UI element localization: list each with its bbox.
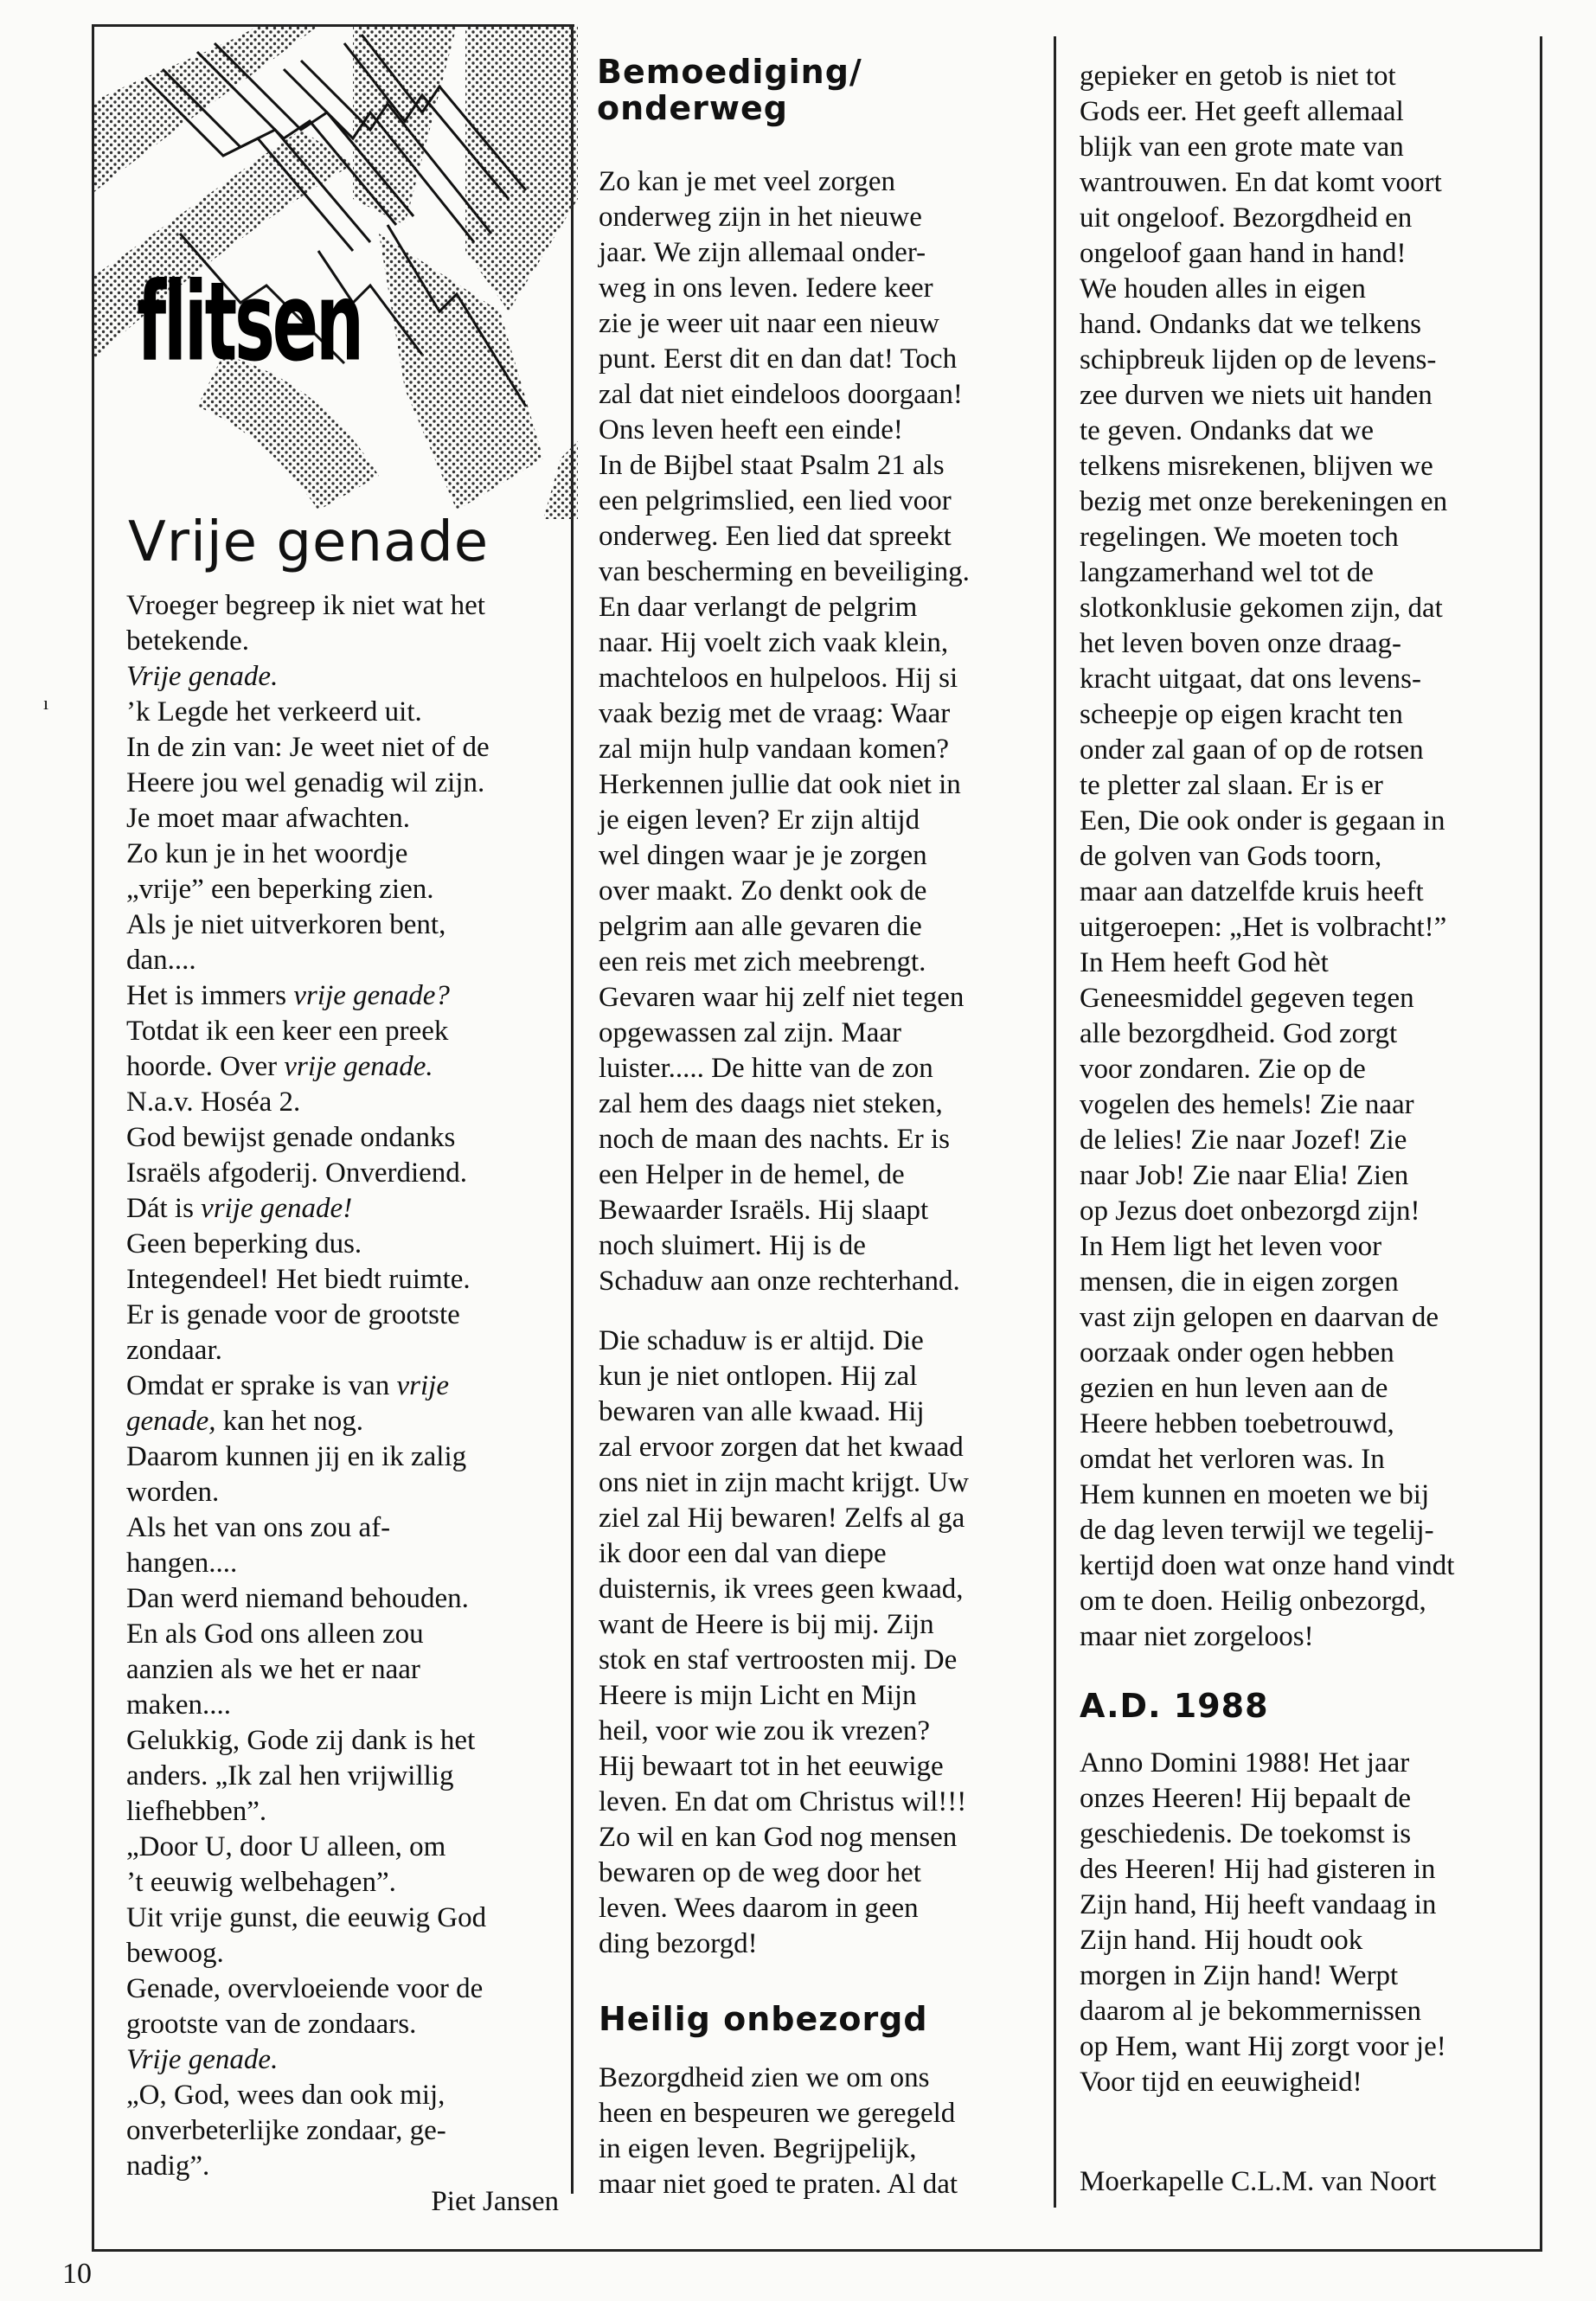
text-line: des Heeren! Hij had gisteren in xyxy=(1080,1854,1436,1885)
roman-text: Genade, overvloeiende voor de xyxy=(126,1973,484,2004)
text-line: de dag leven terwijl we tegelij- xyxy=(1080,1515,1434,1546)
left-line xyxy=(126,801,559,836)
roman-text: N.a.v. Hoséa 2. xyxy=(126,1086,301,1118)
text-line: Zo wil en kan God nog mensen xyxy=(599,1822,958,1853)
title-line-2: onderweg xyxy=(597,89,788,127)
roman-text: In de zin van: Je weet niet of de xyxy=(126,732,490,763)
text-line: wantrouwen. En dat komt voort xyxy=(1080,167,1442,198)
text-line: bewaren op de weg door het xyxy=(599,1857,921,1888)
text-line: maar niet zorgeloos! xyxy=(1080,1621,1314,1652)
text-line: leven. Wees daarom in geen xyxy=(599,1893,919,1924)
text-line: Zo kan je met veel zorgen xyxy=(599,166,896,197)
text-line: zal dat niet eindeloos doorgaan! xyxy=(599,379,963,410)
text-line: Gods eer. Het geeft allemaal xyxy=(1080,96,1404,127)
roman-text: Uit vrije gunst, die eeuwig God xyxy=(126,1902,487,1933)
left-line xyxy=(126,1156,559,1191)
roman-text: nadig”. xyxy=(126,2150,210,2182)
right-column-paragraph-1 xyxy=(1080,59,1529,1655)
roman-text: Het is immers xyxy=(126,980,294,1011)
text-line: uitgeroepen: „Het is volbracht!” xyxy=(1080,912,1447,943)
text-line: stok en staf vertroosten mij. De xyxy=(599,1644,958,1676)
text-line: noch sluimert. Hij is de xyxy=(599,1230,866,1261)
text-line: op Hem, want Hij zorgt voor je! xyxy=(1080,2031,1446,2062)
roman-text: onverbeterlijke zondaar, ge- xyxy=(126,2115,446,2146)
left-line xyxy=(126,907,559,943)
text-line: regelingen. We moeten toch xyxy=(1080,522,1399,553)
left-line xyxy=(126,1546,559,1581)
left-line xyxy=(126,1830,559,1865)
roman-text: hoorde. Over xyxy=(126,1051,285,1082)
text-line: maar niet goed te praten. Al dat xyxy=(599,2169,958,2200)
text-line: leven. En dat om Christus wil!!! xyxy=(599,1786,967,1817)
text-line: een pelgrimslied, een lied voor xyxy=(599,485,952,516)
roman-text: anders. „Ik zal hen vrijwillig xyxy=(126,1760,454,1791)
roman-text: betekende. xyxy=(126,625,250,657)
roman-text: grootste van de zondaars. xyxy=(126,2009,417,2040)
article-title-vrije-genade: Vrije genade xyxy=(128,510,490,574)
roman-text: Vroeger begreep ik niet wat het xyxy=(126,590,485,621)
text-line: Anno Domini 1988! Het jaar xyxy=(1080,1747,1410,1779)
roman-text: Geen beperking dus. xyxy=(126,1228,362,1259)
text-line: telkens misrekenen, blijven we xyxy=(1080,451,1433,482)
page-right-rule xyxy=(1540,36,1542,2251)
text-line: langzamerhand wel tot de xyxy=(1080,557,1374,588)
text-line: ziel zal Hij bewaren! Zelfs al ga xyxy=(599,1503,965,1534)
left-line xyxy=(126,588,559,624)
left-line xyxy=(126,1191,559,1227)
text-line: gepieker en getob is niet tot xyxy=(1080,61,1396,92)
text-line: de golven van Gods toorn, xyxy=(1080,841,1382,872)
text-line: machteloos en hulpeloos. Hij si xyxy=(599,663,958,694)
left-line xyxy=(126,872,559,907)
text-line: naar. Hij voelt zich vaak klein, xyxy=(599,627,949,658)
text-line: luister..... De hitte van de zon xyxy=(599,1053,933,1084)
text-line: kracht uitgaat, dat ons levens- xyxy=(1080,663,1421,695)
left-line xyxy=(126,1227,559,1262)
roman-text: Dát is xyxy=(126,1193,202,1224)
left-line xyxy=(126,1759,559,1794)
text-line: vaak bezig met de vraag: Waar xyxy=(599,698,951,729)
text-line: duisternis, ik vrees geen kwaad, xyxy=(599,1574,964,1605)
text-line: Schaduw aan onze rechterhand. xyxy=(599,1266,960,1297)
left-line xyxy=(126,1900,559,1936)
text-line: morgen in Zijn hand! Werpt xyxy=(1080,1960,1399,1991)
text-line: schipbreuk lijden op de levens- xyxy=(1080,344,1437,375)
signature-van-noort xyxy=(1080,2164,1529,2200)
text-line: zee durven we niets uit handen xyxy=(1080,380,1433,411)
left-line xyxy=(126,1936,559,1971)
title-line-1: Bemoediging/ xyxy=(597,53,862,91)
text-line: Ons leven heeft een einde! xyxy=(599,414,903,445)
text-line: je eigen leven? Er zijn altijd xyxy=(599,804,920,836)
left-line xyxy=(126,1014,559,1049)
roman-text: Als je niet uitverkoren bent, xyxy=(126,909,446,940)
right-column-paragraph-2 xyxy=(1080,1746,1529,2100)
page-number: 10 xyxy=(62,2258,92,2290)
text-line: noch de maan des nachts. Er is xyxy=(599,1124,950,1155)
left-line xyxy=(126,1049,559,1085)
text-line: kun je niet ontlopen. Hij zal xyxy=(599,1361,918,1392)
text-line: Gevaren waar hij zelf niet tegen xyxy=(599,982,965,1013)
left-column-text xyxy=(126,588,559,2220)
text-line: om te doen. Heilig onbezorgd, xyxy=(1080,1586,1426,1617)
text-line: Geneesmiddel gegeven tegen xyxy=(1080,983,1414,1014)
text-line: onderweg. Een lied dat spreekt xyxy=(599,521,952,552)
left-line xyxy=(126,1475,559,1510)
text-line: naar Job! Zie naar Elia! Zien xyxy=(1080,1160,1409,1191)
italic-text: vrije genade. xyxy=(284,1051,433,1082)
text-line: jaar. We zijn allemaal onder- xyxy=(599,237,926,268)
text-line: In de Bijbel staat Psalm 21 als xyxy=(599,450,945,481)
left-line xyxy=(126,1404,559,1439)
text-line: kertijd doen wat onze hand vindt xyxy=(1080,1550,1455,1581)
roman-text: Integendeel! Het biedt ruimte. xyxy=(126,1264,471,1295)
text-line: scheepje op eigen kracht ten xyxy=(1080,699,1403,730)
text-line: over maakt. Zo denkt ook de xyxy=(599,875,927,907)
text-line: bezig met onze berekeningen en xyxy=(1080,486,1448,517)
text-line: alle bezorgdheid. God zorgt xyxy=(1080,1018,1398,1049)
left-line xyxy=(126,2042,559,2078)
text-line: Zijn hand. Hij houdt ook xyxy=(1080,1925,1363,1956)
middle-column-paragraph-3 xyxy=(599,2061,1040,2202)
italic-text: vrije genade? xyxy=(293,980,450,1011)
roman-text: Omdat er sprake is van xyxy=(126,1370,397,1401)
left-line xyxy=(126,836,559,872)
left-line xyxy=(126,1865,559,1900)
text-line: ongeloof gaan hand in hand! xyxy=(1080,238,1407,269)
signature-piet-jansen: Piet Jansen xyxy=(431,2186,559,2217)
text-line: daarom al je bekommernissen xyxy=(1080,1996,1421,2027)
left-line xyxy=(126,1971,559,2007)
left-line xyxy=(126,2113,559,2149)
text-line: ons niet in zijn macht krijgt. Uw xyxy=(599,1467,970,1498)
left-line xyxy=(126,1368,559,1404)
text-line: Een, Die ook onder is gegaan in xyxy=(1080,805,1445,836)
roman-text: maken.... xyxy=(126,1689,231,1721)
roman-text: Gelukkig, Gode zij dank is het xyxy=(126,1725,476,1756)
text-line: Voor tijd en eeuwigheid! xyxy=(1080,2067,1362,2098)
roman-text: hangen.... xyxy=(126,1548,238,1579)
roman-text: En als God ons alleen zou xyxy=(126,1618,424,1650)
left-line xyxy=(126,1085,559,1120)
text-line: oorzaak onder ogen hebben xyxy=(1080,1337,1394,1368)
text-line: heen en bespeuren we geregeld xyxy=(599,2098,956,2129)
text-line: te pletter zal slaan. Er is er xyxy=(1080,770,1383,801)
text-line: hand. Ondanks dat we telkens xyxy=(1080,309,1421,340)
text-line: van bescherming en beveiliging. xyxy=(599,556,970,587)
roman-text: Totdat ik een keer een preek xyxy=(126,1016,449,1047)
text-line: voor zondaren. Zie op de xyxy=(1080,1054,1366,1085)
text-line: onzes Heeren! Hij bepaalt de xyxy=(1080,1783,1411,1814)
signature-text: Moerkapelle C.L.M. van Noort xyxy=(1080,2166,1437,2197)
text-line: te geven. Ondanks dat we xyxy=(1080,415,1374,446)
roman-text: „vrije” een beperking zien. xyxy=(126,874,434,905)
text-line: heil, voor wie zou ik vrezen? xyxy=(599,1715,931,1747)
roman-text: worden. xyxy=(126,1477,220,1508)
italic-text: Vrije genade. xyxy=(126,661,279,692)
roman-text: God bewijst genade ondanks xyxy=(126,1122,456,1153)
text-line: geschiedenis. De toekomst is xyxy=(1080,1818,1412,1849)
left-line xyxy=(126,2149,559,2184)
roman-text: ’t eeuwig welbehagen”. xyxy=(126,1867,396,1898)
article-title-bemoediging xyxy=(597,54,862,126)
middle-column-right-rule xyxy=(1054,36,1056,2208)
text-line: mensen, die in eigen zorgen xyxy=(1080,1266,1399,1298)
text-line: Zijn hand, Hij heeft vandaag in xyxy=(1080,1889,1437,1920)
roman-text: „Door U, door U alleen, om xyxy=(126,1831,446,1862)
roman-text: zondaar. xyxy=(126,1335,222,1366)
left-line xyxy=(126,2078,559,2113)
left-line xyxy=(126,695,559,730)
roman-text: bewoog. xyxy=(126,1938,224,1969)
text-line: omdat het verloren was. In xyxy=(1080,1444,1385,1475)
left-line xyxy=(126,624,559,659)
text-line: de lelies! Zie naar Jozef! Zie xyxy=(1080,1125,1407,1156)
text-line: uit ongeloof. Bezorgdheid en xyxy=(1080,202,1413,234)
text-line: wel dingen waar je je zorgen xyxy=(599,840,927,871)
left-line xyxy=(126,766,559,801)
left-line xyxy=(126,1120,559,1156)
text-line: Die schaduw is er altijd. Die xyxy=(599,1325,924,1356)
roman-text: Je moet maar afwachten. xyxy=(126,803,411,834)
left-line xyxy=(126,1652,559,1688)
text-line: bewaren van alle kwaad. Hij xyxy=(599,1396,925,1427)
roman-text: kan het nog. xyxy=(215,1406,364,1437)
heading-ad-1988: A.D. 1988 xyxy=(1080,1687,1269,1725)
text-line: onderweg zijn in het nieuwe xyxy=(599,202,922,233)
text-line: Hij bewaart tot in het eeuwige xyxy=(599,1751,944,1782)
text-line: In Hem heeft God hèt xyxy=(1080,947,1329,978)
roman-text: Dan werd niemand behouden. xyxy=(126,1583,469,1614)
text-line: pelgrim aan alle gevaren die xyxy=(599,911,922,942)
text-line: zal ervoor zorgen dat het kwaad xyxy=(599,1432,964,1463)
left-line xyxy=(126,943,559,978)
text-line: vast zijn gelopen en daarvan de xyxy=(1080,1302,1439,1333)
text-line: maar aan datzelfde kruis heeft xyxy=(1080,876,1424,907)
left-line xyxy=(126,1617,559,1652)
italic-text: Vrije genade. xyxy=(126,2044,279,2075)
roman-text: Zo kun je in het woordje xyxy=(126,838,408,869)
text-line: In Hem ligt het leven voor xyxy=(1080,1231,1382,1262)
left-line xyxy=(126,2007,559,2042)
left-line xyxy=(126,1794,559,1830)
heading-heilig-onbezorgd: Heilig onbezorgd xyxy=(599,2000,928,2038)
flitsen-logo-word: flitsen xyxy=(137,260,362,386)
text-line: zie je weer uit naar een nieuw xyxy=(599,308,939,339)
middle-column-paragraph-1 xyxy=(599,164,1040,1299)
left-line xyxy=(126,1723,559,1759)
roman-text: liefhebben”. xyxy=(126,1796,267,1827)
text-line: En daar verlangt de pelgrim xyxy=(599,592,918,623)
text-line: slotkonklusie gekomen zijn, dat xyxy=(1080,593,1443,624)
text-line: zal hem des daags niet steken, xyxy=(599,1088,943,1119)
text-line: blijk van een grote mate van xyxy=(1080,131,1404,163)
left-line xyxy=(126,1581,559,1617)
text-line: een reis met zich meebrengt. xyxy=(599,946,926,977)
text-line: een Helper in de hemel, de xyxy=(599,1159,905,1190)
text-line: op Jezus doet onbezorgd zijn! xyxy=(1080,1195,1420,1227)
italic-text: vrije genade! xyxy=(201,1193,353,1224)
text-line: Bezorgdheid zien we om ons xyxy=(599,2062,930,2093)
text-line: gezien en hun leven aan de xyxy=(1080,1373,1388,1404)
text-line: vogelen des hemels! Zie naar xyxy=(1080,1089,1414,1120)
text-line: opgewassen zal zijn. Maar xyxy=(599,1017,902,1048)
roman-text: Heere jou wel genadig wil zijn. xyxy=(126,767,485,798)
italic-text: vrije xyxy=(396,1370,449,1401)
roman-text: Er is genade voor de grootste xyxy=(126,1299,460,1330)
text-line: weg in ons leven. Iedere keer xyxy=(599,272,933,304)
text-line: zal mijn hulp vandaan komen? xyxy=(599,734,950,765)
left-line xyxy=(126,1298,559,1333)
text-line: We houden alles in eigen xyxy=(1080,273,1366,304)
left-line xyxy=(126,1510,559,1546)
text-line: ding bezorgd! xyxy=(599,1928,758,1959)
left-line xyxy=(126,978,559,1014)
roman-text: Israëls afgoderij. Onverdiend. xyxy=(126,1157,468,1189)
text-line: Heere is mijn Licht en Mijn xyxy=(599,1680,917,1711)
text-line: punt. Eerst dit en dan dat! Toch xyxy=(599,343,958,375)
roman-text: Als het van ons zou af- xyxy=(126,1512,391,1543)
roman-text: dan.... xyxy=(126,945,196,976)
left-line xyxy=(126,730,559,766)
text-line: want de Heere is bij mij. Zijn xyxy=(599,1609,934,1640)
italic-text: genade, xyxy=(126,1406,216,1437)
page-left-bottom-rule xyxy=(92,2194,94,2251)
left-line xyxy=(126,1262,559,1298)
text-line: Bewaarder Israëls. Hij slaapt xyxy=(599,1195,929,1226)
text-line: Herkennen jullie dat ook niet in xyxy=(599,769,961,800)
text-line: in eigen leven. Begrijpelijk, xyxy=(599,2133,917,2164)
margin-mark: ı xyxy=(43,692,49,714)
left-line xyxy=(126,659,559,695)
middle-column-paragraph-2 xyxy=(599,1324,1040,1962)
roman-text: aanzien als we het er naar xyxy=(126,1654,420,1685)
page-bottom-rule xyxy=(92,2249,1542,2252)
left-line xyxy=(126,1333,559,1368)
text-line: het leven boven onze draag- xyxy=(1080,628,1401,659)
text-line: Heere hebben toebetrouwd, xyxy=(1080,1408,1394,1439)
roman-text: Daarom kunnen jij en ik zalig xyxy=(126,1441,467,1472)
roman-text: ’k Legde het verkeerd uit. xyxy=(126,696,422,727)
left-line xyxy=(126,1439,559,1475)
text-line: onder zal gaan of op de rotsen xyxy=(1080,734,1424,766)
roman-text: „O, God, wees dan ook mij, xyxy=(126,2080,445,2111)
text-line: ik door een dal van diepe xyxy=(599,1538,887,1569)
text-line: Hem kunnen en moeten we bij xyxy=(1080,1479,1430,1510)
left-line xyxy=(126,1688,559,1723)
